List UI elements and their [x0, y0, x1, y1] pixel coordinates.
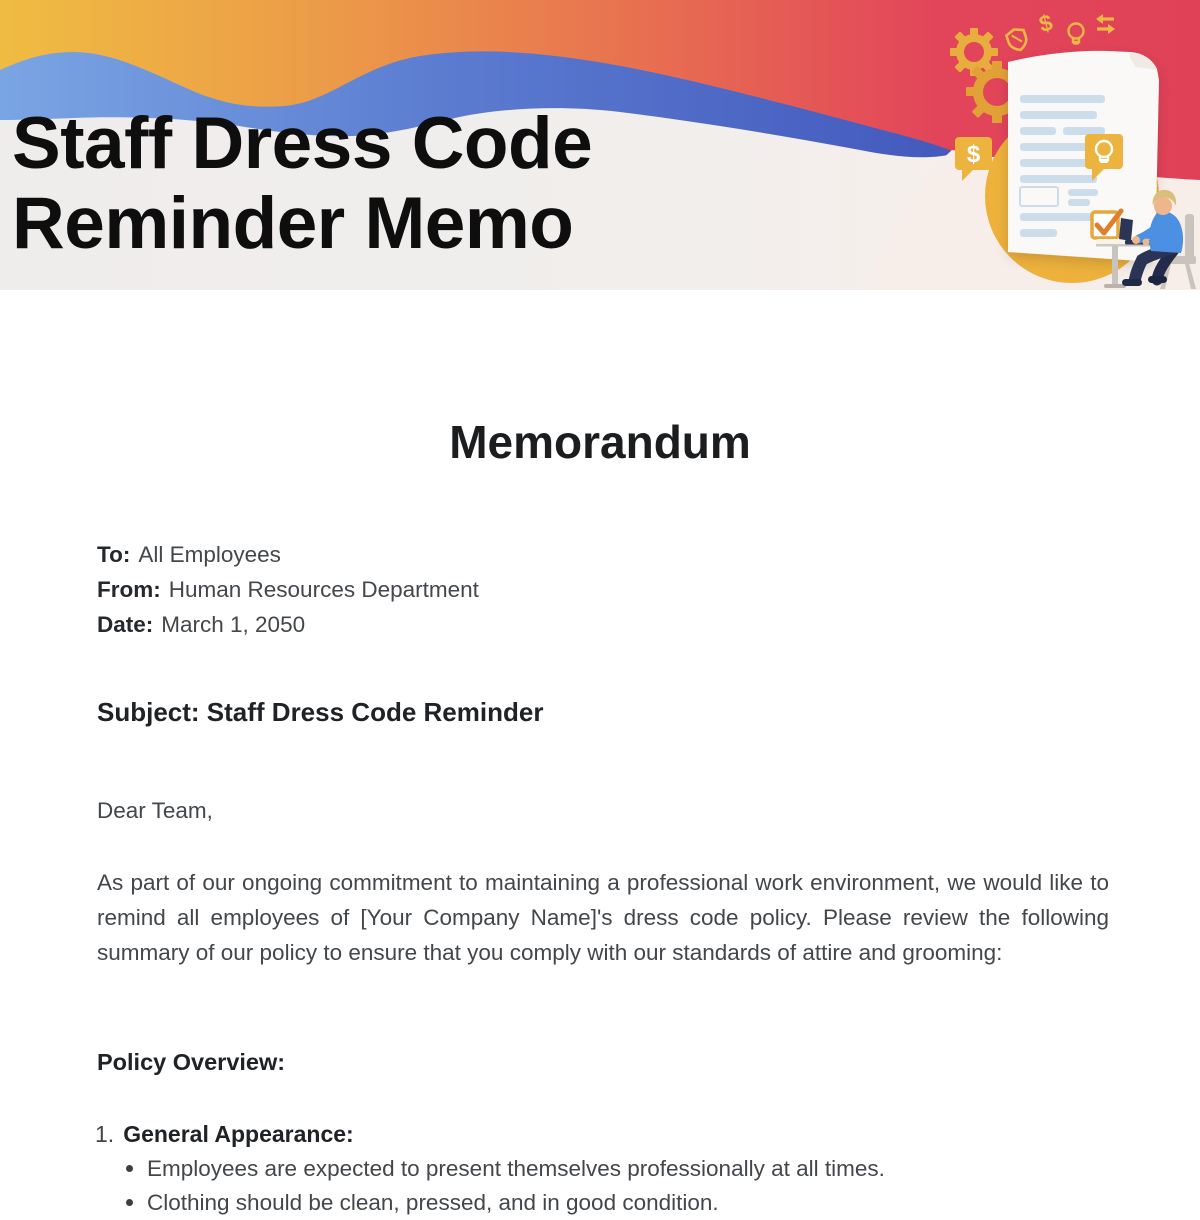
memo-intro-paragraph: As part of our ongoing commitment to maintaining a professional work environment, we would like to remind all employees of [Your Company Name]'s dress code policy. Please review the following summary of our policy to ensure that you comply with our standards of attire and grooming:	[97, 870, 1109, 965]
memo-salutation: Dear Team,	[97, 798, 213, 823]
bullet-text: Clothing should be clean, pressed, and in good condition.	[147, 1190, 719, 1215]
list-item	[126, 1152, 885, 1186]
meta-from-value: Human Resources Department	[168, 577, 479, 602]
memo-heading: Memorandum	[449, 416, 751, 468]
meta-from-label: From:	[97, 577, 161, 602]
bullet-dot	[126, 1199, 133, 1206]
memo-meta	[97, 537, 479, 642]
svg-text:$: $	[966, 141, 981, 168]
policy-overview-label: Policy Overview:	[97, 1049, 286, 1075]
section-heading-general-appearance	[95, 1117, 354, 1151]
section-bullet-list	[126, 1152, 885, 1220]
section-number: 1.	[95, 1121, 115, 1147]
meta-date-line	[97, 607, 479, 642]
checked-checkbox-icon	[1092, 211, 1121, 238]
page-title-line-1: Staff Dress Code	[12, 103, 593, 184]
meta-to-line	[97, 537, 479, 572]
meta-from-line	[97, 572, 479, 607]
section-title: General Appearance:	[123, 1121, 354, 1147]
meta-date-value: March 1, 2050	[161, 612, 306, 637]
bullet-dot	[126, 1165, 133, 1172]
meta-to-value: All Employees	[138, 542, 281, 567]
memo-subject: Subject: Staff Dress Code Reminder	[97, 697, 544, 727]
document-icon	[1008, 51, 1159, 262]
page-title-line-2: Reminder Memo	[12, 183, 574, 264]
bullet-text: Employees are expected to present themselves professionally at all times.	[147, 1156, 885, 1181]
meta-to-label: To:	[97, 542, 131, 567]
dollar-icon: $	[1036, 8, 1056, 38]
header-banner	[0, 0, 1200, 290]
list-item	[126, 1186, 885, 1220]
page-title	[12, 104, 592, 264]
meta-date-label: Date:	[97, 612, 154, 637]
